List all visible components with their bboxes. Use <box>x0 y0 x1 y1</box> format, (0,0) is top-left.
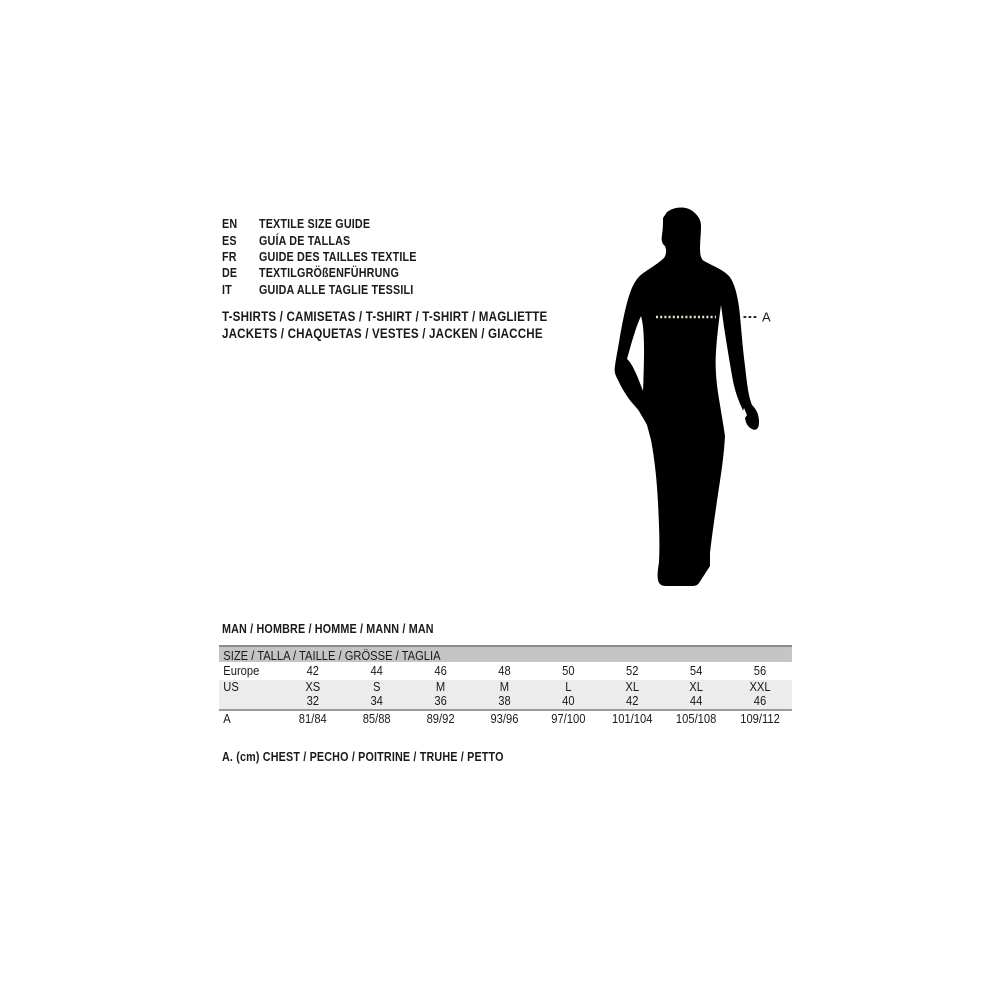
row-label <box>219 694 281 709</box>
table-cell: M <box>499 678 510 694</box>
language-code: IT <box>222 282 232 297</box>
table-cell: L <box>565 678 572 694</box>
table-cell: 34 <box>370 693 383 708</box>
garment-type-jackets: JACKETS / CHAQUETAS / VESTES / JACKEN / GIACCHE <box>222 325 543 341</box>
language-code: ES <box>222 233 237 248</box>
table-cell: 40 <box>562 693 575 708</box>
table-cell: 109/112 <box>740 710 780 726</box>
table-shaded-band <box>219 680 792 709</box>
language-label: GUÍA DE TALLAS <box>258 233 351 248</box>
section-title-man: MAN / HOMBRE / HOMME / MANN / MAN <box>222 622 434 636</box>
measurement-footnote: A. (cm) CHEST / PECHO / POITRINE / TRUHE / PETTO <box>222 750 504 764</box>
table-cell: 46 <box>434 663 447 678</box>
measure-label-a: A <box>762 309 771 325</box>
language-code: DE <box>222 266 238 281</box>
table-cell: M <box>435 678 446 694</box>
table-row-numeric <box>219 694 792 709</box>
row-label: Europe <box>223 663 260 678</box>
table-cell: 32 <box>306 693 320 708</box>
table-cell: XS <box>305 678 321 694</box>
language-row <box>222 232 417 248</box>
language-list <box>222 216 417 298</box>
table-cell: 50 <box>562 663 575 678</box>
table-cell: XL <box>625 678 640 694</box>
language-label: GUIDA ALLE TAGLIE TESSILI <box>258 282 414 297</box>
table-cell: 54 <box>689 663 703 678</box>
size-table <box>219 645 792 726</box>
table-cell: 56 <box>753 663 767 678</box>
table-cell: 38 <box>498 693 511 708</box>
table-row-us <box>219 680 792 695</box>
language-label: TEXTILGRÖßENFÜHRUNG <box>258 266 400 281</box>
table-cell: 93/96 <box>490 710 519 726</box>
table-cell: 36 <box>434 693 447 708</box>
row-label: US <box>223 678 239 694</box>
man-silhouette <box>600 203 790 598</box>
table-cell: 85/88 <box>362 710 391 726</box>
garment-types <box>222 309 547 342</box>
table-cell: 44 <box>689 693 703 708</box>
table-cell: S <box>372 678 381 694</box>
language-row <box>222 282 417 298</box>
table-cell: 48 <box>498 663 511 678</box>
size-table-header: SIZE / TALLA / TAILLE / GRÖSSE / TAGLIA <box>219 645 792 662</box>
table-cell: 97/100 <box>551 710 586 726</box>
language-code: EN <box>222 217 238 232</box>
language-label: TEXTILE SIZE GUIDE <box>258 217 371 232</box>
table-cell: 44 <box>370 663 383 678</box>
language-code: FR <box>222 249 237 264</box>
table-cell: 46 <box>753 693 767 708</box>
table-cell: XXL <box>749 678 771 694</box>
table-row-chest-a <box>219 709 792 726</box>
table-cell: 42 <box>626 693 639 708</box>
table-cell: 81/84 <box>298 710 327 726</box>
language-row <box>222 216 417 232</box>
table-cell: 52 <box>626 663 639 678</box>
table-cell: XL <box>689 678 703 694</box>
garment-type-tshirts: T-SHIRTS / CAMISETAS / T-SHIRT / T-SHIRT / MAGLIETTE <box>222 309 548 324</box>
man-figure <box>600 203 790 598</box>
table-cell: 105/108 <box>675 710 717 726</box>
row-label: A <box>223 710 231 726</box>
table-cell: 101/104 <box>612 710 653 726</box>
table-cell: 42 <box>306 663 320 678</box>
language-row <box>222 249 417 265</box>
language-label: GUIDE DES TAILLES TEXTILE <box>258 249 417 264</box>
table-cell: 89/92 <box>426 710 455 726</box>
language-row <box>222 265 417 281</box>
table-row-europe <box>219 662 792 680</box>
